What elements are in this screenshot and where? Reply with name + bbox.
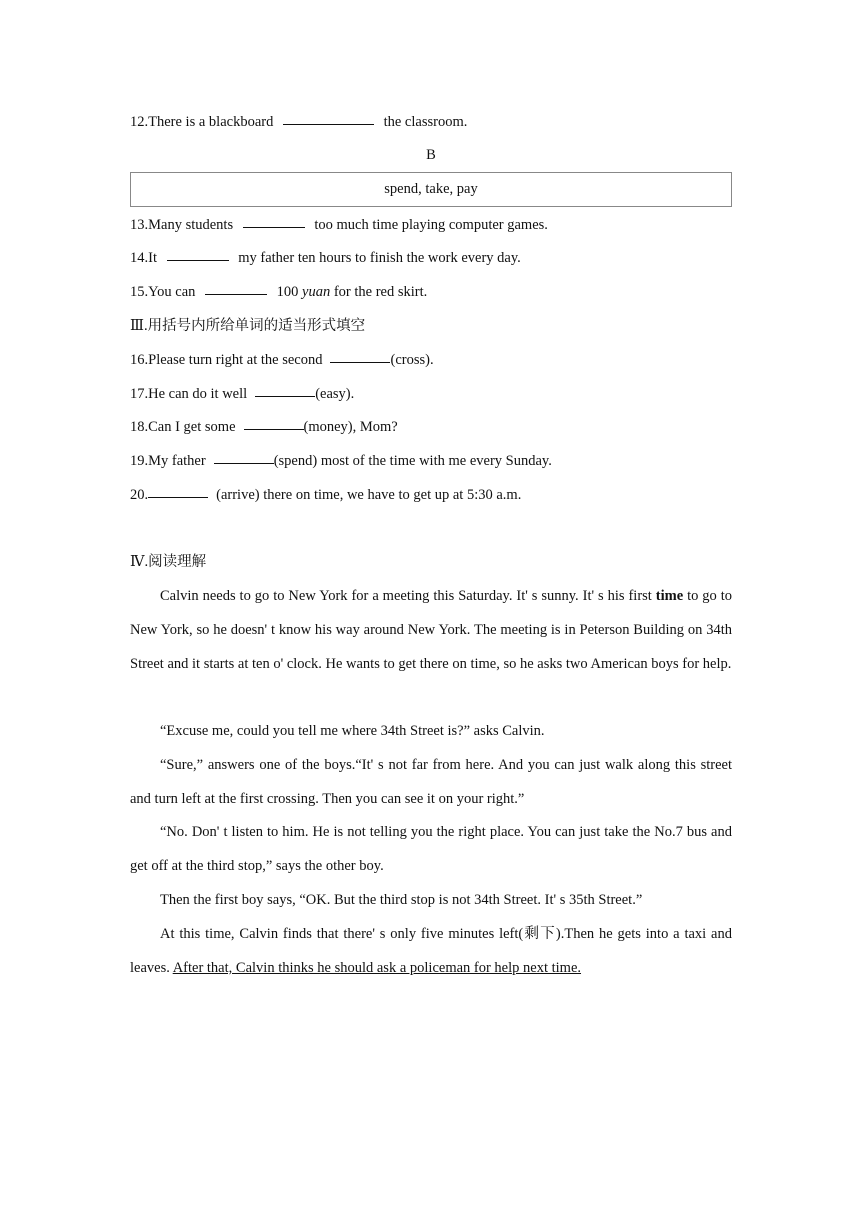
passage-paragraph-3: “Sure,” answers one of the boys.“It' s not far from here. And you can just walk along this street and turn left at the first crossing. Then you can see it on your right.” [130, 757, 732, 807]
passage-paragraph-4: “No. Don' t listen to him. He is not telling you the right place. You can just take the No.7 bus and get off at the third stop,” says the other boy. [130, 824, 732, 874]
question-text: 19.My father [130, 453, 206, 469]
question-text: my father ten hours to finish the work every day. [238, 250, 521, 266]
question-text: (easy). [315, 386, 355, 402]
passage-paragraph-5: Then the first boy says, “OK. But the third stop is not 34th Street. It' s 35th Street.” [160, 892, 643, 908]
answer-blank[interactable] [243, 226, 305, 228]
answer-blank[interactable] [214, 462, 274, 464]
question-text: 100 [276, 284, 299, 300]
question-text: 12.There is a blackboard [130, 114, 274, 130]
answer-blank[interactable] [255, 395, 315, 397]
passage-text: Calvin needs to go to New York for a meeting this Saturday. It' s sunny. It' s his first [160, 588, 652, 604]
passage-paragraph-2: “Excuse me, could you tell me where 34th Street is?” asks Calvin. [160, 723, 545, 739]
question-17 [130, 384, 354, 404]
question-text: 14.It [130, 250, 157, 266]
question-text: (cross). [390, 352, 434, 368]
question-text: (spend) most of the time with me every Sunday. [273, 453, 552, 469]
question-text: 17.He can do it well [130, 386, 248, 402]
passage-text: to go to New York, so he doesn' t know his way around New York. The meeting is in Peterson Building on 34th Street and it starts at ten o' clock. He wants to get there on time, so he asks two American boys for help. [130, 588, 733, 672]
underlined-sentence: After that, Calvin thinks he should ask a policeman for help next time. [172, 960, 582, 976]
question-16 [130, 350, 434, 370]
question-text: 18.Can I get some [130, 419, 236, 435]
passage-paragraph-6 [130, 917, 732, 985]
passage-bold-word: time [655, 588, 684, 604]
answer-blank[interactable] [283, 123, 374, 125]
question-text: the classroom. [383, 114, 468, 130]
section-3-heading: Ⅲ.用括号内所给单词的适当形式填空 [130, 318, 366, 334]
question-text: (arrive) there on time, we have to get up at 5:30 a.m. [216, 487, 522, 503]
answer-blank[interactable] [205, 293, 267, 295]
question-text-italic: yuan [302, 284, 331, 300]
word-bank-text: spend, take, pay [384, 181, 478, 197]
section-4-heading: Ⅳ.阅读理解 [130, 554, 207, 570]
question-14 [130, 248, 521, 268]
passage-paragraph-1 [130, 579, 732, 681]
question-12 [130, 112, 467, 132]
question-text: (money), Mom? [303, 419, 398, 435]
question-text: too much time playing computer games. [314, 217, 548, 233]
answer-blank[interactable] [148, 496, 208, 498]
answer-blank[interactable] [167, 259, 229, 261]
word-bank-box [130, 172, 732, 207]
question-15 [130, 282, 427, 302]
question-13 [130, 215, 548, 235]
question-20 [130, 485, 521, 505]
answer-blank[interactable] [330, 361, 390, 363]
passage-text: At this time, Calvin finds that there' s only five minutes left(剩下).Then he gets into a taxi and leaves. [130, 926, 732, 976]
question-18 [130, 417, 398, 437]
question-text: 13.Many students [130, 217, 234, 233]
question-text: 16.Please turn right at the second [130, 352, 323, 368]
section-b-label: B [426, 147, 436, 163]
answer-blank[interactable] [244, 428, 304, 430]
question-text: for the red skirt. [333, 284, 428, 300]
question-text: 15.You can [130, 284, 196, 300]
question-text: 20. [130, 487, 149, 503]
question-19 [130, 451, 552, 471]
